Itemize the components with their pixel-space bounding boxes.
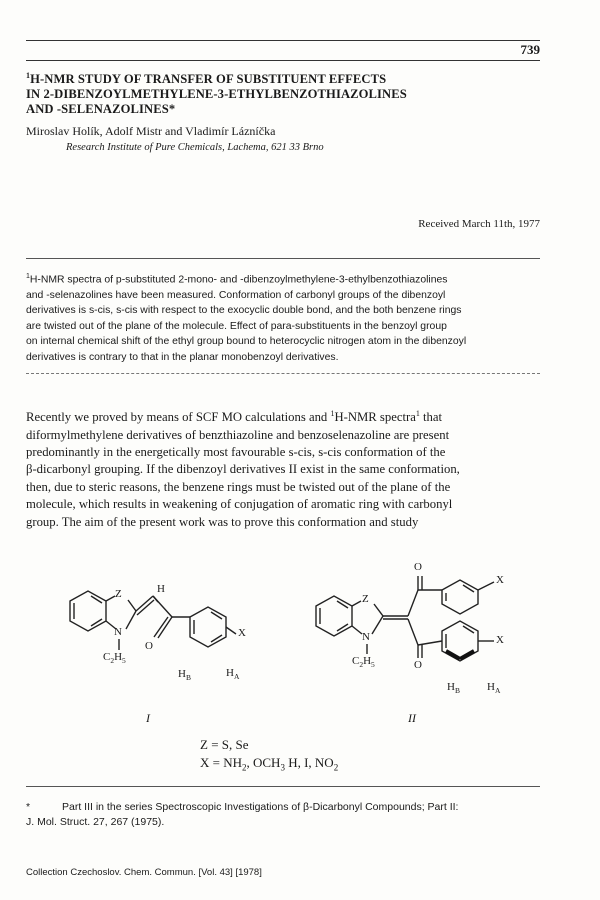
body-line: then, due to steric reasons, the benzene rings must be twisted out of the plane of the <box>26 479 451 494</box>
z-definition: Z = S, Se <box>200 737 249 752</box>
abstract-line: and -selenazolines have been measured. Conformation of carbonyl groups of the dibenzoyl <box>26 289 446 301</box>
struct-ii-ethyl: $C_2H_5$ <box>352 655 375 670</box>
abstract-line: derivatives is contrary to that in the planar monobenzoyl derivatives. <box>26 351 339 363</box>
abstract-line: $^1$H-NMR spectra of p-substituted 2-mono- and -dibenzoylmethylene-3-ethylbenzothiazolines <box>26 273 448 286</box>
struct-ii-x1: X <box>496 574 504 586</box>
struct-ii-n: N <box>362 631 370 643</box>
journal-footer: Collection Czechoslov. Chem. Commun. [Vol. 43] [1978] <box>26 867 262 878</box>
abstract-line: are twisted out of the plane of the molecule. Effect of para-substituents in the benzoyl group <box>26 320 447 332</box>
body-line: molecule, which results in weakening of conjugation of aromatic ring with carbonyl <box>26 497 453 512</box>
title-line-3: AND -SELENAZOLINES* <box>26 102 176 117</box>
structure-i-bonds <box>70 591 236 650</box>
author-list: Miroslav Holík, Adolf Mistr and Vladimír Lázníčka <box>26 124 276 138</box>
struct-i-hb: $H_B$ <box>178 668 191 683</box>
struct-i-o: O <box>145 640 153 652</box>
struct-ii-hb: $H_B$ <box>447 681 460 696</box>
struct-i-ha: $H_A$ <box>226 667 240 682</box>
title-sup: 1 <box>26 71 31 80</box>
struct-i-z: Z <box>115 588 122 600</box>
footnote-marker: * <box>26 801 31 813</box>
body-line: diformylmethylene derivatives of benzthiazoline and benzoselenazoline are present <box>26 427 450 442</box>
received-date: Received March 11th, 1977 <box>418 218 540 230</box>
struct-ii-o1: O <box>414 561 422 573</box>
structure-ii-ring-double-bonds <box>446 626 474 648</box>
footnote-line-2: J. Mol. Struct. 27, 267 (1975). <box>26 816 165 828</box>
struct-ii-x2: X <box>496 634 504 646</box>
title-line-2: IN 2-DIBENZOYLMETHYLENE-3-ETHYLBENZOTHIAZOLINES <box>26 87 407 102</box>
struct-i-ethyl: $C_2H_5$ <box>103 651 126 666</box>
abstract-line: derivatives is s-cis, s-cis with respect to the exocyclic double bond, and the both benzene rings <box>26 305 462 317</box>
footnote-line-1: Part III in the series Spectroscopic Investigations of β-Dicarbonyl Compounds; Part II: <box>62 801 459 813</box>
abstract-sup: 1 <box>26 273 30 280</box>
structure-ii-bonds <box>316 576 494 661</box>
footnote <box>26 800 540 830</box>
struct-ii-o2: O <box>414 659 422 671</box>
struct-i-n: N <box>114 626 122 638</box>
struct-i-x: X <box>238 627 246 639</box>
structure-ii-bold-bonds <box>446 651 474 659</box>
body-line: β-dicarbonyl grouping. If the dibenzoyl derivatives II exist in the same conformation, <box>26 462 460 477</box>
struct-i-label: I <box>146 711 150 725</box>
footnote-rule <box>26 786 540 787</box>
struct-i-h: H <box>157 583 165 595</box>
x-definition: $X = NH_2$, $OCH_3$ H, I, $NO_2$ <box>200 755 339 773</box>
page-number: 739 <box>520 42 540 57</box>
body-line: group. The aim of the present work was to prove this conformation and study <box>26 514 419 529</box>
title-line-1: H-NMR STUDY OF TRANSFER OF SUBSTITUENT EFFECTS <box>30 72 387 87</box>
body-line: predominantly in the energetically most favourable s-cis, s-cis conformation of the <box>26 445 446 460</box>
body-line: Recently we proved by means of SCF MO calculations and $^1$H-NMR spectra$^1$ that <box>26 409 443 425</box>
struct-ii-ha: $H_A$ <box>487 681 501 696</box>
struct-ii-label: II <box>408 711 416 725</box>
struct-ii-z: Z <box>362 593 369 605</box>
abstract-line: on internal chemical shift of the ethyl group bound to heterocyclic nitrogen atom in the dibenzoyl <box>26 336 467 348</box>
affiliation: Research Institute of Pure Chemicals, Lachema, 621 33 Brno <box>66 142 324 153</box>
